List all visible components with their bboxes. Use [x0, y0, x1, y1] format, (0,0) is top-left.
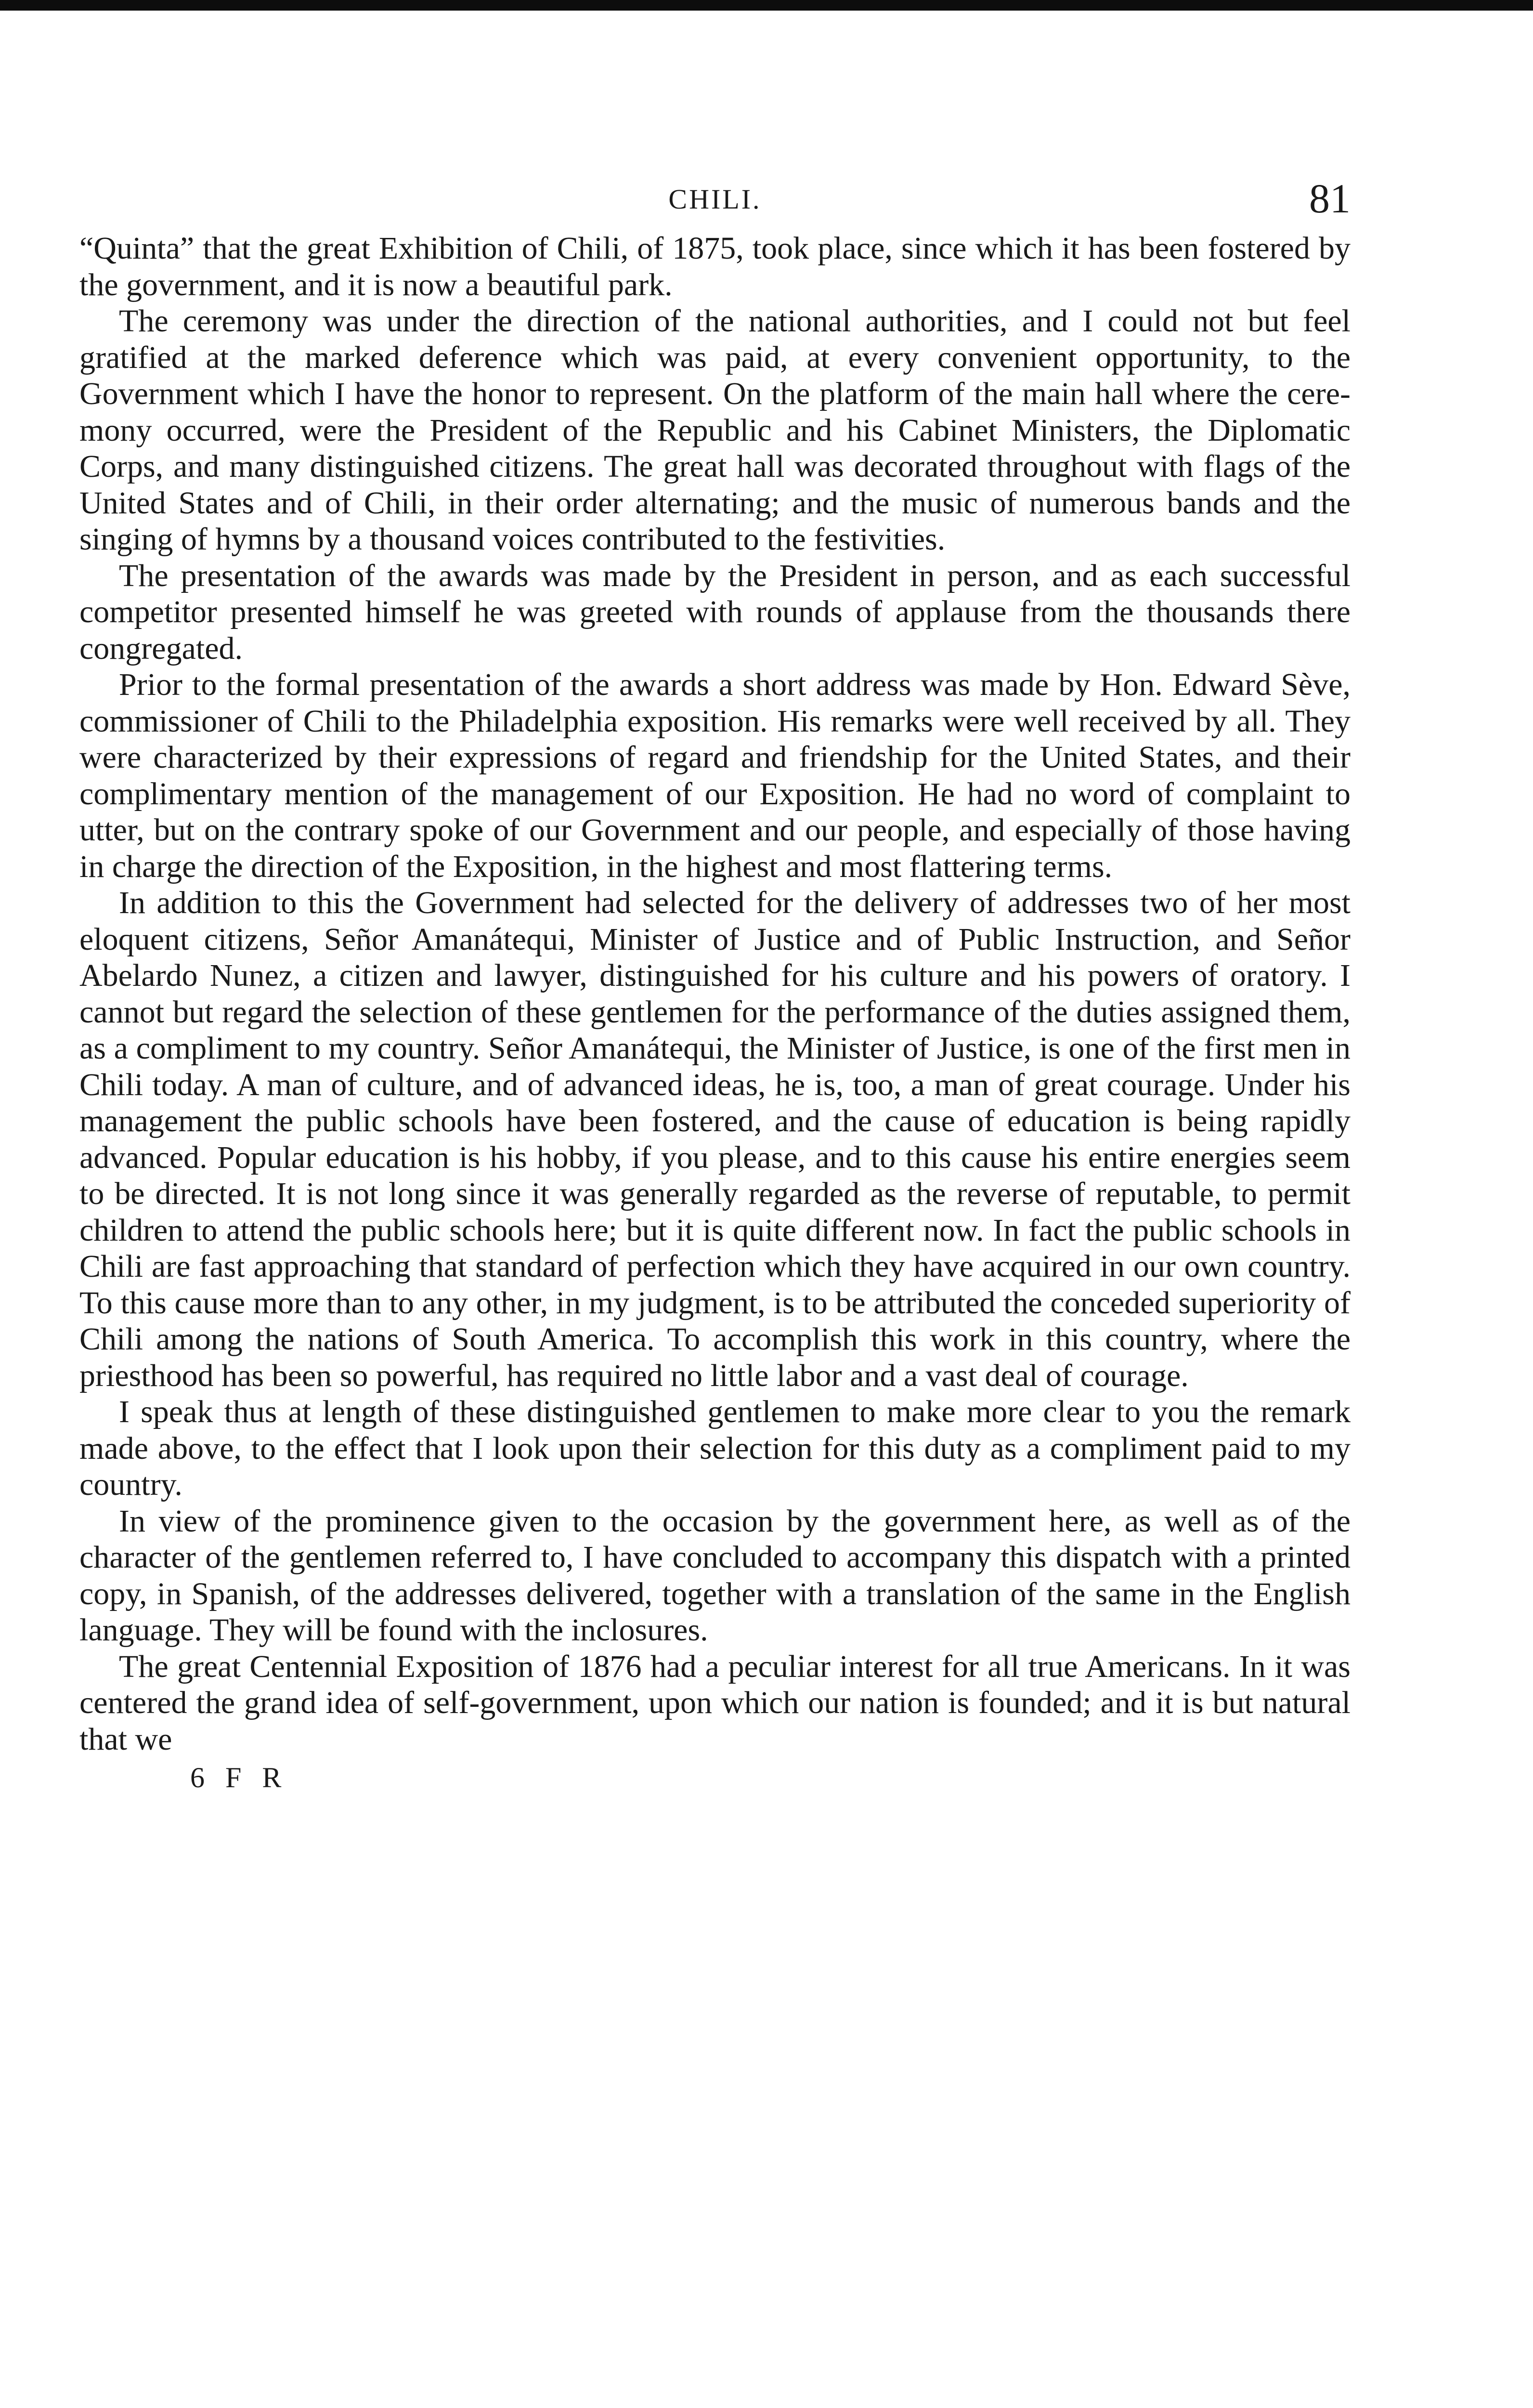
paragraph-ceremony: The ceremony was under the direction of the national authorities, and I could not but feel gratified at the marked deference which was paid, at every convenient opportunity, to the Government which I have the honor to represent. On the platform of the main hall where the ceremony occurred, were the President of the Republic and his Cabinet Ministers, the Diplomatic Corps, and many distinguished citizens. The great hall was decorated throughout with flags of the United States and of Chili, in their order alternating; and the music of numerous bands and the singing of hymns by a thousand voices contributed to the festivities. [79, 303, 1351, 557]
section-title: CHILI. [668, 183, 762, 215]
running-head [79, 175, 1351, 226]
paragraph-eloquent-citizens: In addition to this the Government had selected for the delivery of addresses two of her most eloquent citizens, Señor Amanátequi, Minister of Justice and of Public Instruction, and Señor Abelardo Nunez, a citizen and lawyer, distinguished for his culture and his powers of oratory. I cannot but regard the selection of these gentlemen for the performance of the duties assigned them, as a compliment to my country. Señor Amanátequi, the Minister of Justice, is one of the first men in Chili today. A man of culture, and of advanced ideas, he is, too, a man of great courage. Under his management the public schools have been fostered, and the cause of education is being rapidly advanced. Popular education is his hobby, if you please, and to this cause his entire energies seem to be directed. It is not long since it was generally regarded as the reverse of reputable, to permit children to attend the public schools here; but it is quite different now. In fact the public schools in Chili are fast approaching that standard of perfection which they have acquired in our own country. To this cause more than to any other, in my judgment, is to be attributed the conceded superiority of Chili among the nations of South America. To accomplish this work in this country, where the priesthood has been so powerful, has required no little labor and a vast deal of courage. [79, 885, 1351, 1393]
page-number: 81 [1309, 175, 1351, 222]
paragraph-seve-address: Prior to the formal presentation of the awards a short address was made by Hon. Edward Sève, commissioner of Chili to the Philadelphia exposition. His remarks were well received by all. They were characterized by their expressions of regard and friendship for the United States, and their complimentary mention of the management of our Exposition. He had no word of complaint to utter, but on the contrary spoke of our Government and our people, and especially of those having in charge the direction of the Exposition, in the highest and most flattering terms. [79, 667, 1351, 884]
paragraph-centennial-exposition: The great Centennial Exposition of 1876 had a peculiar interest for all true Americans. In it was centered the grand idea of self-government, upon which our nation is founded; and it is but natural that we [79, 1649, 1351, 1757]
paragraph-inclosures: In view of the prominence given to the occasion by the government here, as well as of the character of the gentlemen referred to, I have concluded to accompany this dispatch with a printed copy, in Spanish, of the addresses delivered, together with a translation of the same in the English language. They will be found with the inclosures. [79, 1503, 1351, 1648]
paragraph-presentation-of-awards: The presentation of the awards was made by the President in person, and as each successful competitor presented himself he was greeted with rounds of applause from the thousands there congregated. [79, 558, 1351, 666]
paragraph-quinta-park: “Quinta” that the great Exhibition of Chili, of 1875, took place, since which it has been fostered by the government, and it is now a beautiful park. [79, 231, 1351, 302]
body-text [79, 230, 1351, 1757]
page-top-edge [0, 0, 1533, 11]
paragraph-remark-explanation: I speak thus at length of these distinguished gentlemen to make more clear to you the remark made above, to the effect that I look upon their selection for this duty as a compliment paid to my country. [79, 1394, 1351, 1502]
document-page [79, 175, 1351, 1794]
signature-mark: 6 F R [190, 1762, 288, 1793]
